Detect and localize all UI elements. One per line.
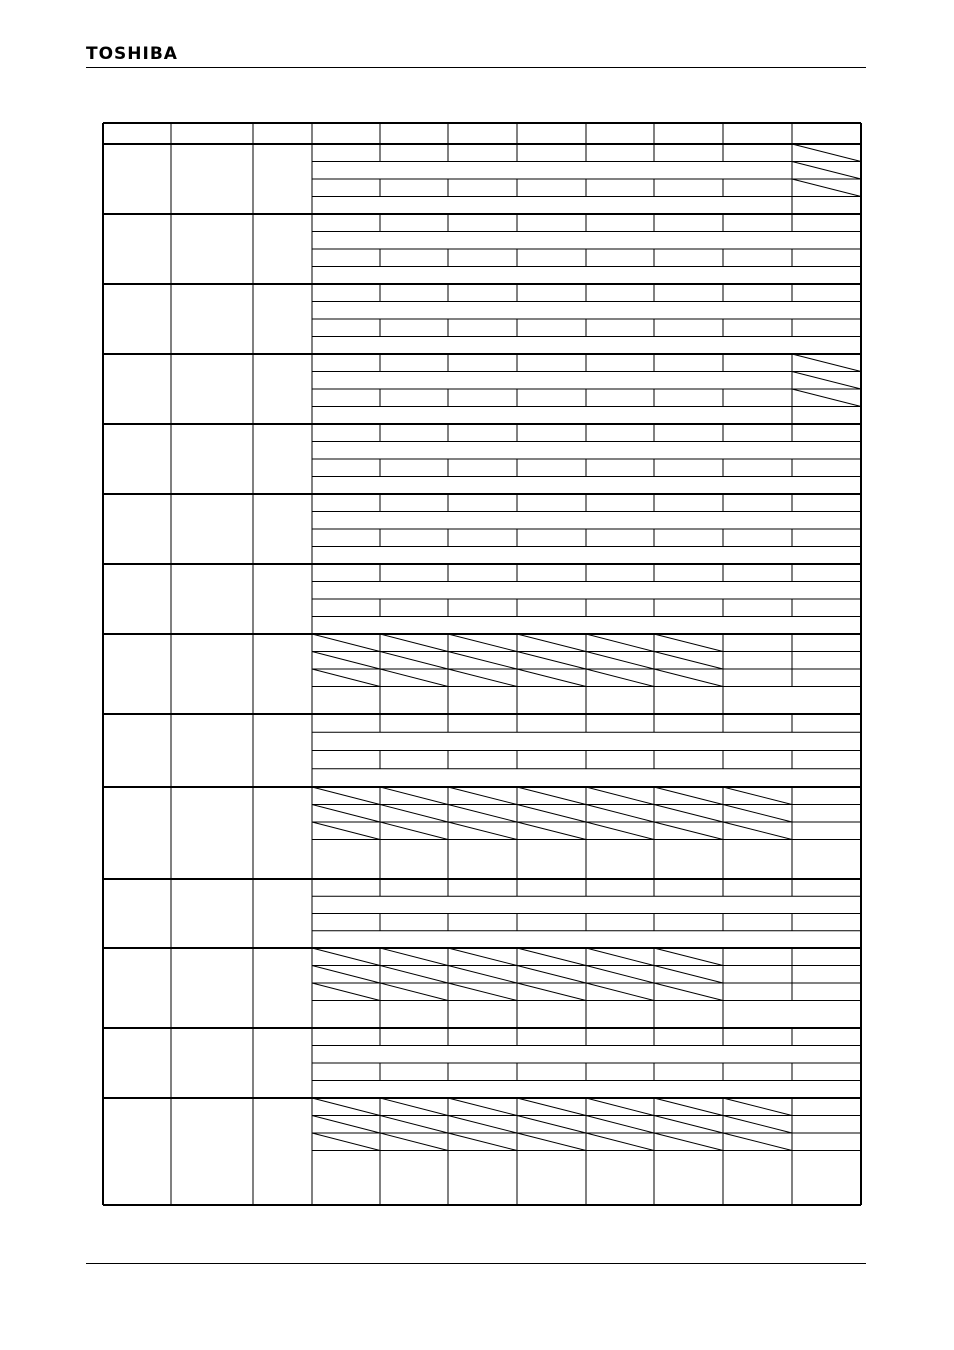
hatch-diagonal bbox=[586, 983, 654, 1001]
hatch-diagonal bbox=[312, 1098, 380, 1116]
hatch-diagonal bbox=[654, 669, 723, 687]
hatch-diagonal bbox=[312, 966, 380, 984]
hatch-diagonal bbox=[380, 669, 448, 687]
hatch-diagonal bbox=[654, 1098, 723, 1116]
hatch-diagonal bbox=[792, 179, 861, 197]
hatch-diagonal bbox=[380, 787, 448, 805]
hatch-diagonal bbox=[723, 805, 792, 823]
footer-rule bbox=[86, 1263, 866, 1264]
hatch-diagonal bbox=[792, 372, 861, 390]
hatch-diagonal bbox=[654, 634, 723, 652]
hatch-diagonal bbox=[586, 1133, 654, 1151]
hatch-diagonal bbox=[723, 822, 792, 840]
hatch-diagonal bbox=[448, 822, 517, 840]
hatch-diagonal bbox=[448, 948, 517, 966]
hatch-diagonal bbox=[654, 822, 723, 840]
hatch-diagonal bbox=[312, 787, 380, 805]
hatch-diagonal bbox=[380, 822, 448, 840]
hatch-diagonal bbox=[312, 1133, 380, 1151]
hatch-diagonal bbox=[312, 669, 380, 687]
hatch-diagonal bbox=[792, 144, 861, 162]
hatch-diagonal bbox=[312, 1116, 380, 1134]
hatch-diagonal bbox=[654, 1116, 723, 1134]
hatch-diagonal bbox=[586, 669, 654, 687]
hatch-diagonal bbox=[586, 1098, 654, 1116]
hatch-diagonal bbox=[517, 787, 586, 805]
hatch-diagonal bbox=[517, 948, 586, 966]
hatch-diagonal bbox=[723, 1116, 792, 1134]
hatch-diagonal bbox=[312, 983, 380, 1001]
hatch-diagonal bbox=[654, 652, 723, 670]
hatch-diagonal bbox=[312, 948, 380, 966]
hatch-diagonal bbox=[312, 652, 380, 670]
hatch-diagonal bbox=[792, 354, 861, 372]
hatch-diagonal bbox=[654, 983, 723, 1001]
hatch-diagonal bbox=[380, 805, 448, 823]
toshiba-logo: TOSHIBA bbox=[86, 44, 178, 64]
hatch-diagonal bbox=[654, 966, 723, 984]
hatch-diagonal bbox=[654, 1133, 723, 1151]
hatch-diagonal bbox=[380, 1098, 448, 1116]
hatch-diagonal bbox=[312, 634, 380, 652]
hatch-diagonal bbox=[517, 652, 586, 670]
hatch-diagonal bbox=[380, 966, 448, 984]
hatch-diagonal bbox=[448, 1098, 517, 1116]
hatch-diagonal bbox=[448, 1133, 517, 1151]
hatch-diagonal bbox=[517, 1098, 586, 1116]
hatch-diagonal bbox=[517, 822, 586, 840]
hatch-diagonal bbox=[517, 634, 586, 652]
hatch-diagonal bbox=[448, 805, 517, 823]
hatch-diagonal bbox=[586, 787, 654, 805]
hatch-diagonal bbox=[586, 805, 654, 823]
hatch-diagonal bbox=[723, 787, 792, 805]
hatch-diagonal bbox=[448, 787, 517, 805]
hatch-diagonal bbox=[586, 634, 654, 652]
hatch-diagonal bbox=[586, 822, 654, 840]
hatch-diagonal bbox=[586, 966, 654, 984]
hatch-diagonal bbox=[723, 1133, 792, 1151]
hatch-diagonal bbox=[380, 983, 448, 1001]
hatch-diagonal bbox=[792, 389, 861, 407]
hatch-diagonal bbox=[517, 805, 586, 823]
hatch-diagonal bbox=[654, 948, 723, 966]
hatch-diagonal bbox=[792, 162, 861, 180]
hatch-diagonal bbox=[380, 1133, 448, 1151]
hatch-diagonal bbox=[586, 948, 654, 966]
hatch-diagonal bbox=[517, 1133, 586, 1151]
hatch-diagonal bbox=[380, 1116, 448, 1134]
hatch-diagonal bbox=[312, 822, 380, 840]
hatch-diagonal bbox=[517, 669, 586, 687]
hatch-diagonal bbox=[654, 805, 723, 823]
hatch-diagonal bbox=[448, 983, 517, 1001]
hatch-diagonal bbox=[380, 652, 448, 670]
hatch-diagonal bbox=[517, 966, 586, 984]
hatch-diagonal bbox=[586, 1116, 654, 1134]
hatch-diagonal bbox=[448, 1116, 517, 1134]
hatch-diagonal bbox=[380, 634, 448, 652]
hatch-diagonal bbox=[448, 652, 517, 670]
hatch-diagonal bbox=[723, 1098, 792, 1116]
hatch-diagonal bbox=[654, 787, 723, 805]
hatch-diagonal bbox=[517, 983, 586, 1001]
hatch-diagonal bbox=[586, 652, 654, 670]
hatch-diagonal bbox=[517, 1116, 586, 1134]
hatch-diagonal bbox=[312, 805, 380, 823]
hatch-diagonal bbox=[380, 948, 448, 966]
hatch-diagonal bbox=[448, 634, 517, 652]
hatch-diagonal bbox=[448, 966, 517, 984]
hatch-diagonal bbox=[448, 669, 517, 687]
